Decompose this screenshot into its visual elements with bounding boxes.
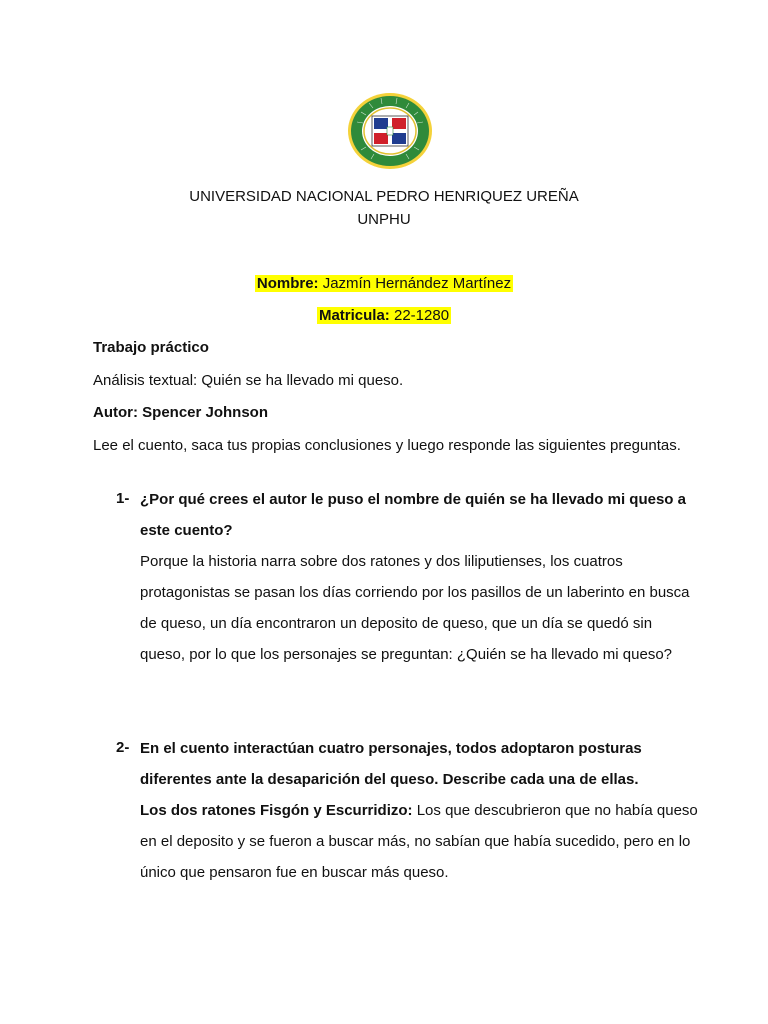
question-2-number: 2- <box>116 739 130 756</box>
question-2-block <box>140 733 700 888</box>
university-abbreviation: UNPHU <box>357 211 411 228</box>
question-2-text: En el cuento interactúan cuatro personajes, todos adoptaron posturas diferentes ante la desaparición del queso. Describe cada una de ellas. <box>140 740 642 788</box>
matricula-value: 22-1280 <box>393 307 450 324</box>
nombre-label: Nombre: <box>256 275 319 292</box>
nombre-value: Jazmín Hernández Martínez <box>322 275 512 292</box>
university-name: UNIVERSIDAD NACIONAL PEDRO HENRIQUEZ UREÑA <box>189 188 579 205</box>
question-2-answer-label: Los dos ratones Fisgón y Escurridizo: <box>140 802 413 819</box>
assignment-title: Trabajo práctico <box>93 339 209 356</box>
question-2-answer-text: Los que descubrieron que no había queso en el deposito y se fueron a buscar más, no sabían que había sucedido, pero en lo único que pensaron fue en buscar más queso. <box>140 802 698 881</box>
student-id-highlight <box>317 307 451 324</box>
question-1-text: ¿Por qué crees el autor le puso el nombre de quién se ha llevado mi queso a este cuento? <box>140 491 686 539</box>
matricula-label: Matricula: <box>318 307 390 324</box>
assignment-analysis: Análisis textual: Quién se ha llevado mi queso. <box>93 372 404 389</box>
question-1-number: 1- <box>116 490 130 507</box>
assignment-instructions: Lee el cuento, saca tus propias conclusiones y luego responde las siguientes preguntas. <box>93 437 681 454</box>
university-logo <box>347 92 433 170</box>
seal-icon <box>347 92 433 170</box>
question-2-answer <box>140 795 700 888</box>
assignment-author: Autor: Spencer Johnson <box>93 404 269 421</box>
question-1-block <box>140 484 700 670</box>
student-id-line <box>0 307 768 324</box>
question-1-answer: Porque la historia narra sobre dos ratones y dos liliputienses, los cuatros protagonistas se pasan los días corriendo por los pasillos de un laberinto en busca de queso, un día encontraron un deposito de queso, que un día se quedó sin queso, por lo que los personajes se preguntan: ¿Quién se ha llevado mi queso? <box>140 553 690 663</box>
student-name-highlight <box>255 275 513 292</box>
student-name-line <box>0 275 768 292</box>
